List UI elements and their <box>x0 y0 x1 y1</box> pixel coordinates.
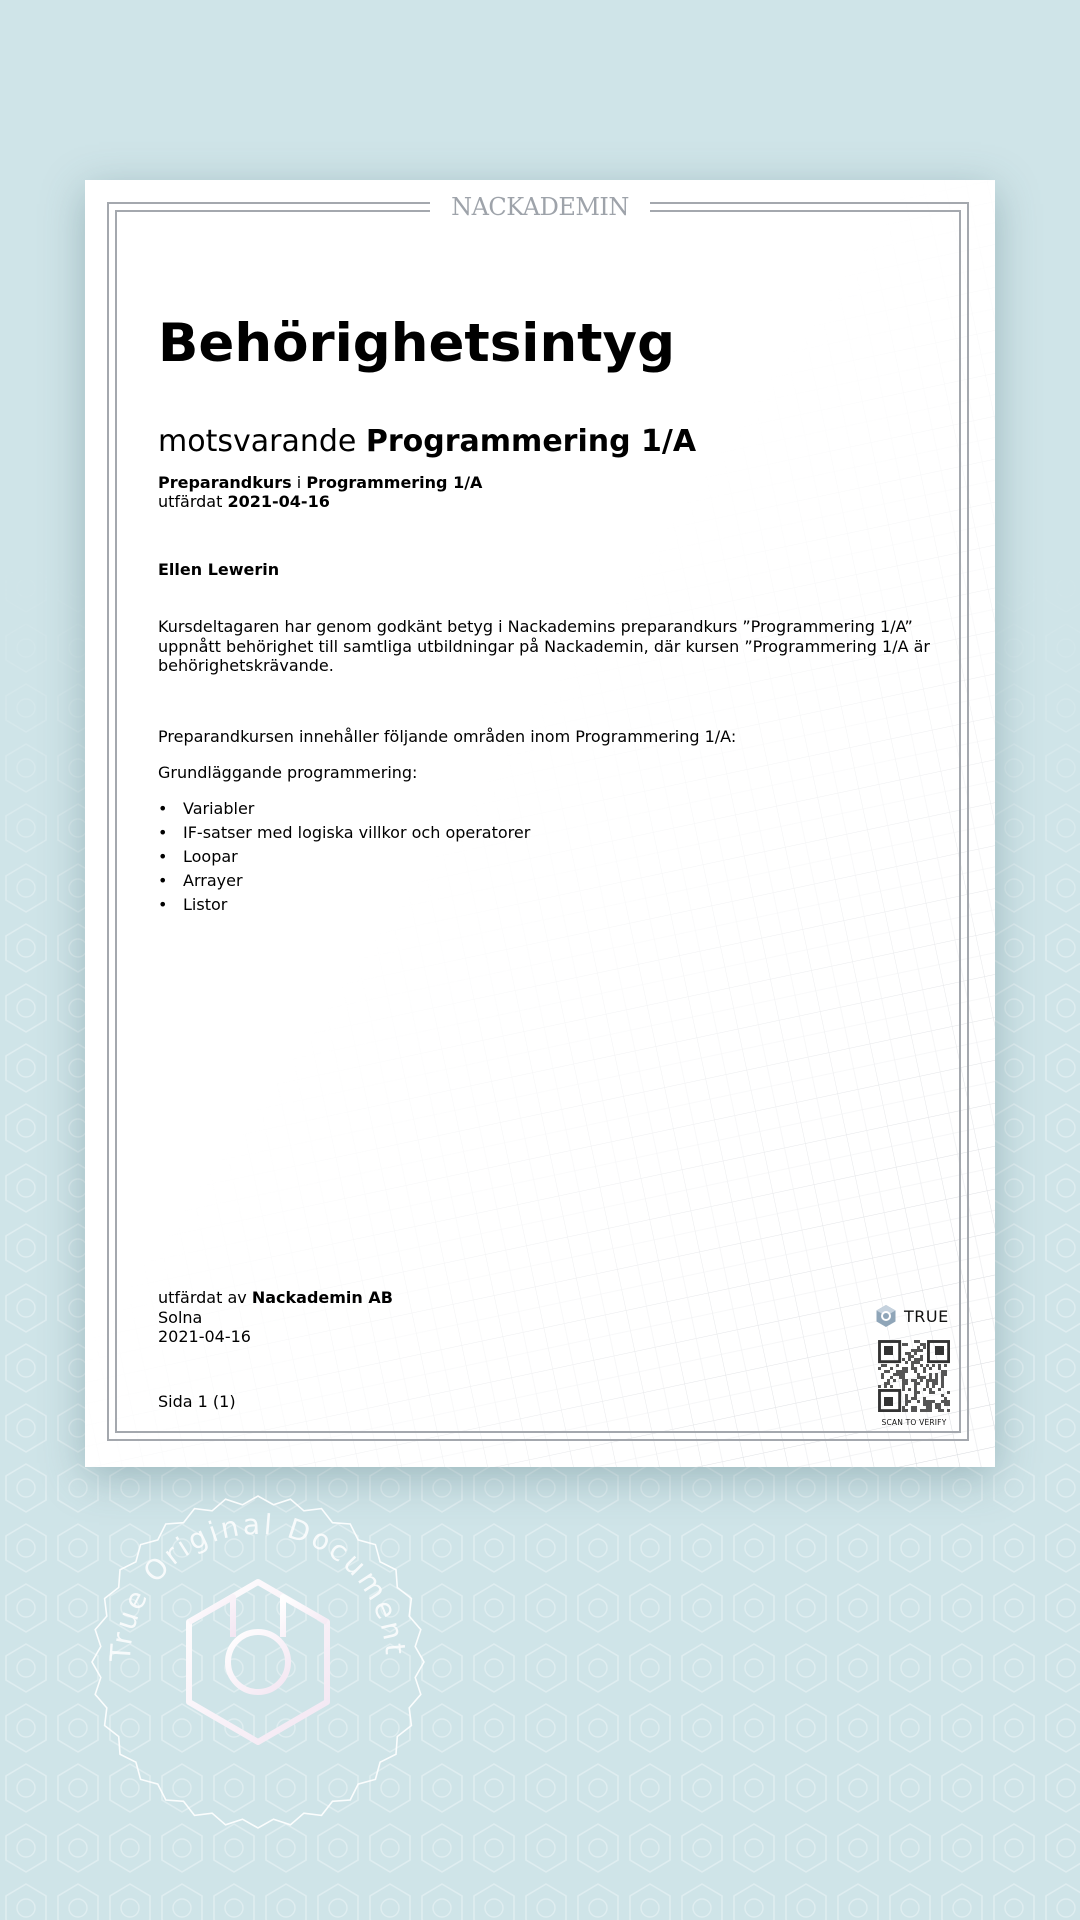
recipient-name: Ellen Lewerin <box>158 560 280 579</box>
subtitle-course: Programmering 1/A <box>365 424 697 459</box>
certificate-description: Kursdeltagaren har genom godkänt betyg i Nackademins preparandkurs ”Programmering 1/A” uppnått behörighet till samtliga utbildningar på Nackademin, där kursen ”Programmering 1/A är behörighetskrävande. <box>158 617 930 675</box>
qr-code-icon[interactable] <box>878 1340 950 1412</box>
true-original-seal-icon <box>88 1492 428 1832</box>
issuer-logo-text: NACKADEMIN <box>451 193 629 221</box>
certificate-page <box>85 180 995 1467</box>
bullet-icon: • <box>158 895 168 914</box>
scan-to-verify-label: SCAN TO VERIFY <box>881 1418 947 1427</box>
issuer-block <box>158 1288 393 1347</box>
list-item: • Arrayer <box>158 869 530 893</box>
issuer-logo <box>430 190 650 224</box>
certificate-title: Behörighetsintyg <box>158 313 676 374</box>
true-verification-badge[interactable] <box>874 1304 949 1328</box>
issuer-date: 2021-04-16 <box>158 1327 251 1346</box>
course-name: Programmering 1/A <box>306 473 483 492</box>
bullet-icon: • <box>158 871 168 890</box>
subtitle-prefix: motsvarande <box>158 424 357 459</box>
course-connector: i <box>296 473 302 492</box>
topic-group-heading: Grundläggande programmering: <box>158 763 418 782</box>
list-item: • Listor <box>158 893 530 917</box>
true-logo-icon <box>874 1304 898 1328</box>
bullet-icon: • <box>158 847 168 866</box>
bullet-icon: • <box>158 799 168 818</box>
list-item: • Loopar <box>158 845 530 869</box>
list-item: • Variabler <box>158 797 530 821</box>
issuer-city: Solna <box>158 1307 203 1327</box>
seal-text: True Original Document <box>103 1507 413 1663</box>
page-number: Sida 1 (1) <box>158 1392 236 1411</box>
course-line <box>158 473 482 492</box>
svg-text:True Original Document <box>104 1508 412 1664</box>
issued-by-label: utfärdat av <box>158 1288 247 1307</box>
list-item: • IF-satser med logiska villkor och operatorer <box>158 821 530 845</box>
course-type: Preparandkurs <box>158 473 292 492</box>
topic-list <box>158 797 530 917</box>
true-brand-label: TRUE <box>904 1306 949 1326</box>
issued-date: 2021-04-16 <box>227 492 330 511</box>
certificate-subtitle <box>158 424 696 460</box>
issued-line <box>158 492 330 511</box>
contents-intro: Preparandkursen innehåller följande områden inom Programmering 1/A: <box>158 727 737 746</box>
bullet-icon: • <box>158 823 168 842</box>
issuer-name: Nackademin AB <box>251 1288 393 1307</box>
issued-by-line <box>158 1288 393 1308</box>
issued-label: utfärdat <box>158 492 223 511</box>
